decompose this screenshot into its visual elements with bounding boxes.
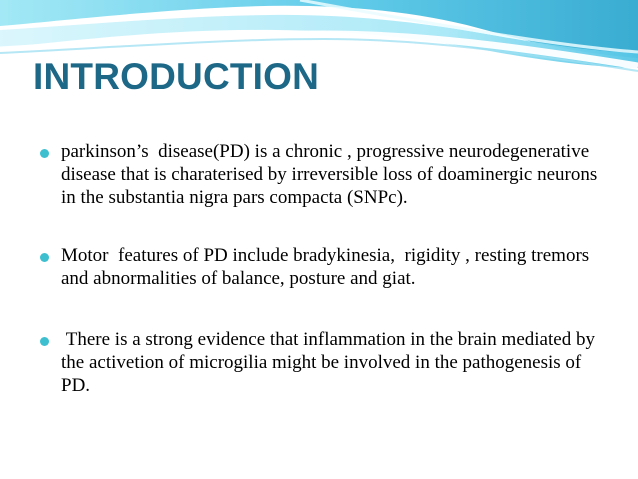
bullet-dot-icon [40, 337, 49, 346]
bullet-item-1 [40, 140, 600, 209]
bullet-text-2: Motor features of PD include bradykinesia, rigidity , resting tremors and abnormalities of balance, posture and giat. [61, 245, 594, 289]
bullet-text-1: parkinson’s disease(PD) is a chronic , progressive neurodegenerative disease that is charaterised by irreversible loss of doaminergic neurons in the substantia nigra pars compacta (SNPc). [61, 141, 602, 208]
slide-title: INTRODUCTION [33, 56, 320, 97]
bullet-text-3: There is a strong evidence that inflammation in the brain mediated by the activetion of microgilia might be involved in the pathogenesis of PD. [61, 329, 600, 396]
bullet-dot-icon [40, 253, 49, 262]
bullet-dot-icon [40, 149, 49, 158]
bullet-item-2 [40, 244, 600, 290]
bullet-item-3 [40, 328, 600, 397]
bullet-list [40, 140, 600, 397]
